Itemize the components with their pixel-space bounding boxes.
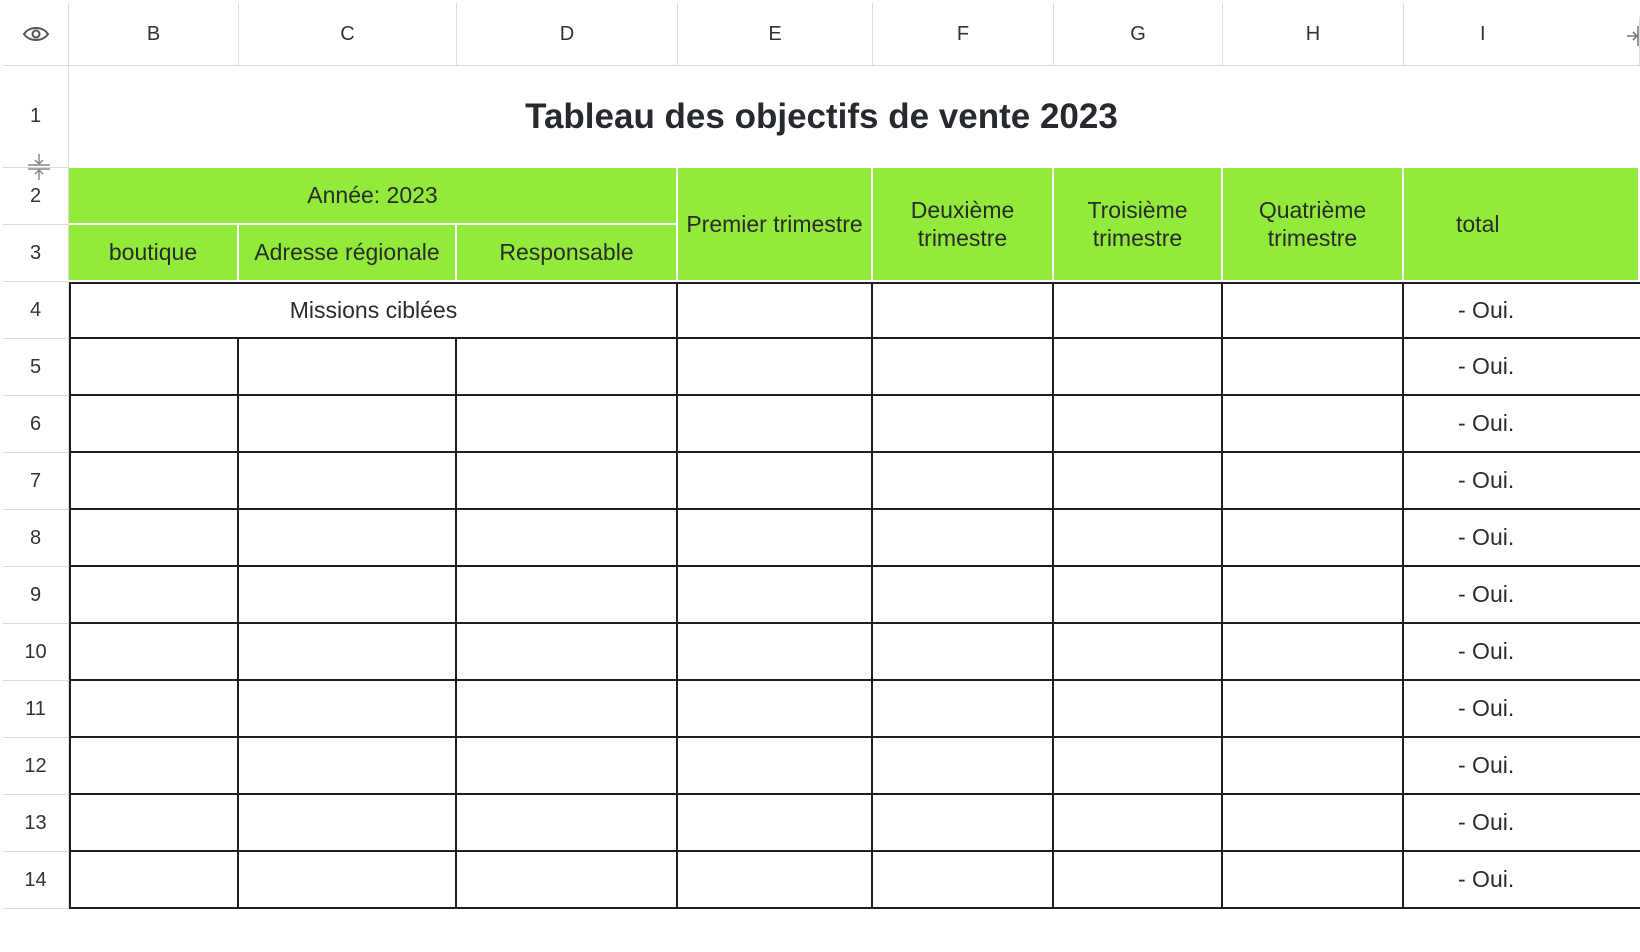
grid-cell[interactable] <box>1054 339 1223 396</box>
total-cell[interactable]: - Oui. <box>1404 510 1640 567</box>
grid-cell[interactable] <box>1223 852 1404 909</box>
row-header-7[interactable]: 7 <box>3 453 69 510</box>
grid-cell[interactable] <box>239 567 457 624</box>
row-header-9[interactable]: 9 <box>3 567 69 624</box>
header-responsable[interactable]: Responsable <box>457 225 678 282</box>
grid-cell[interactable] <box>1054 852 1223 909</box>
grid-cell[interactable] <box>678 852 873 909</box>
header-troisieme-trimestre[interactable]: Troisième trimestre <box>1054 168 1223 282</box>
row-header-11[interactable]: 11 <box>3 681 69 738</box>
total-cell[interactable]: - Oui. <box>1404 339 1640 396</box>
grid-cell[interactable] <box>239 453 457 510</box>
row-header-5[interactable]: 5 <box>3 339 69 396</box>
grid-cell[interactable] <box>1223 396 1404 453</box>
column-header-i-label: I <box>1480 22 1486 45</box>
grid-cell[interactable] <box>457 396 678 453</box>
total-cell[interactable]: - Oui. <box>1404 453 1640 510</box>
row-header-2[interactable]: 2 <box>3 168 69 225</box>
grid-cell[interactable] <box>678 681 873 738</box>
grid-cell[interactable] <box>457 624 678 681</box>
grid-cell[interactable] <box>457 681 678 738</box>
total-cell[interactable]: - Oui. <box>1404 681 1640 738</box>
total-cell[interactable]: - Oui. <box>1404 567 1640 624</box>
grid-cell[interactable] <box>239 396 457 453</box>
header-premier-trimestre[interactable]: Premier trimestre <box>678 168 873 282</box>
row-header-3[interactable]: 3 <box>3 225 69 282</box>
row-header-13[interactable]: 13 <box>3 795 69 852</box>
grid-cell[interactable] <box>457 453 678 510</box>
total-cell[interactable]: - Oui. <box>1404 795 1640 852</box>
grid-cell[interactable] <box>873 852 1054 909</box>
grid-cell[interactable] <box>69 852 239 909</box>
spreadsheet <box>3 3 1640 952</box>
row-header-12[interactable]: 12 <box>3 738 69 795</box>
grid-cell[interactable] <box>873 510 1054 567</box>
expand-right-icon[interactable] <box>1625 23 1639 49</box>
sheet-title[interactable]: Tableau des objectifs de vente 2023 <box>525 96 1118 136</box>
grid-cell[interactable] <box>1054 282 1223 339</box>
grid-cell[interactable] <box>1223 567 1404 624</box>
grid-cell[interactable] <box>69 510 239 567</box>
grid-cell[interactable] <box>1223 681 1404 738</box>
grid-cell[interactable] <box>873 567 1054 624</box>
grid-cell[interactable] <box>69 453 239 510</box>
total-cell[interactable]: - Oui. <box>1404 396 1640 453</box>
grid-cell[interactable] <box>239 624 457 681</box>
grid-cell[interactable] <box>1223 339 1404 396</box>
grid-cell[interactable] <box>1223 795 1404 852</box>
grid-cell[interactable] <box>1054 681 1223 738</box>
header-adresse-regionale[interactable]: Adresse régionale <box>239 225 457 282</box>
header-total[interactable]: total <box>1404 168 1640 282</box>
grid-cell[interactable] <box>1054 624 1223 681</box>
row-header-6[interactable]: 6 <box>3 396 69 453</box>
grid-cell[interactable] <box>457 510 678 567</box>
grid-cell[interactable] <box>678 510 873 567</box>
grid-cell[interactable] <box>69 681 239 738</box>
header-quatrieme-trimestre[interactable]: Quatrième trimestre <box>1223 168 1404 282</box>
grid-cell[interactable] <box>1223 453 1404 510</box>
grid-cell[interactable] <box>1054 567 1223 624</box>
grid-cell[interactable] <box>69 624 239 681</box>
grid-cell[interactable] <box>239 852 457 909</box>
grid-cell[interactable] <box>1223 738 1404 795</box>
grid-cell[interactable] <box>873 681 1054 738</box>
total-cell[interactable]: - Oui. <box>1404 282 1640 339</box>
missions-ciblees-cell[interactable]: Missions ciblées <box>69 282 678 339</box>
column-header-g[interactable]: G <box>1054 3 1223 66</box>
grid-cell[interactable] <box>678 396 873 453</box>
grid-cell[interactable] <box>873 282 1054 339</box>
row-header-1[interactable]: 1 <box>3 66 69 168</box>
grid-cell[interactable] <box>457 339 678 396</box>
grid-cell[interactable] <box>678 282 873 339</box>
column-header-f[interactable]: F <box>873 3 1054 66</box>
select-all-corner[interactable] <box>3 3 69 66</box>
grid-cell[interactable] <box>873 396 1054 453</box>
year-cell[interactable]: Année: 2023 <box>69 168 678 225</box>
grid-cell[interactable] <box>1223 624 1404 681</box>
header-boutique[interactable]: boutique <box>69 225 239 282</box>
header-deuxieme-trimestre[interactable]: Deuxième trimestre <box>873 168 1054 282</box>
column-header-h[interactable]: H <box>1223 3 1404 66</box>
column-header-b[interactable]: B <box>69 3 239 66</box>
grid-cell[interactable] <box>69 795 239 852</box>
grid-cell[interactable] <box>69 339 239 396</box>
grid-cell[interactable] <box>873 738 1054 795</box>
grid-cell[interactable] <box>678 738 873 795</box>
grid-cell[interactable] <box>873 795 1054 852</box>
total-cell[interactable]: - Oui. <box>1404 624 1640 681</box>
grid-cell[interactable] <box>457 852 678 909</box>
grid-cell[interactable] <box>873 339 1054 396</box>
grid-cell[interactable] <box>457 738 678 795</box>
grid-cell[interactable] <box>457 567 678 624</box>
grid-cell[interactable] <box>873 624 1054 681</box>
total-cell[interactable]: - Oui. <box>1404 852 1640 909</box>
grid-cell[interactable] <box>1054 510 1223 567</box>
grid-cell[interactable] <box>873 453 1054 510</box>
column-header-d[interactable]: D <box>457 3 678 66</box>
grid-cell[interactable] <box>1223 282 1404 339</box>
grid-cell[interactable] <box>678 624 873 681</box>
grid-cell[interactable] <box>678 453 873 510</box>
column-header-i[interactable] <box>1404 3 1640 66</box>
row-header-8[interactable]: 8 <box>3 510 69 567</box>
grid-cell[interactable] <box>239 795 457 852</box>
grid-cell[interactable] <box>678 567 873 624</box>
row-header-14[interactable]: 14 <box>3 852 69 909</box>
grid-cell[interactable] <box>239 339 457 396</box>
row-header-10[interactable]: 10 <box>3 624 69 681</box>
grid-cell[interactable] <box>457 795 678 852</box>
column-header-c[interactable]: C <box>239 3 457 66</box>
grid-cell[interactable] <box>69 738 239 795</box>
grid-cell[interactable] <box>1054 795 1223 852</box>
grid-cell[interactable] <box>678 339 873 396</box>
row-header-4[interactable]: 4 <box>3 282 69 339</box>
grid-cell[interactable] <box>239 510 457 567</box>
grid-cell[interactable] <box>69 396 239 453</box>
grid-cell[interactable] <box>239 681 457 738</box>
row-resize-icon[interactable] <box>25 153 53 181</box>
grid-cell[interactable] <box>239 738 457 795</box>
grid-cell[interactable] <box>678 795 873 852</box>
total-cell[interactable]: - Oui. <box>1404 738 1640 795</box>
grid-cell[interactable] <box>69 567 239 624</box>
column-header-e[interactable]: E <box>678 3 873 66</box>
grid-cell[interactable] <box>1054 453 1223 510</box>
grid-cell[interactable] <box>1054 396 1223 453</box>
grid-cell[interactable] <box>1054 738 1223 795</box>
grid-cell[interactable] <box>1223 510 1404 567</box>
eye-icon[interactable] <box>22 24 50 44</box>
